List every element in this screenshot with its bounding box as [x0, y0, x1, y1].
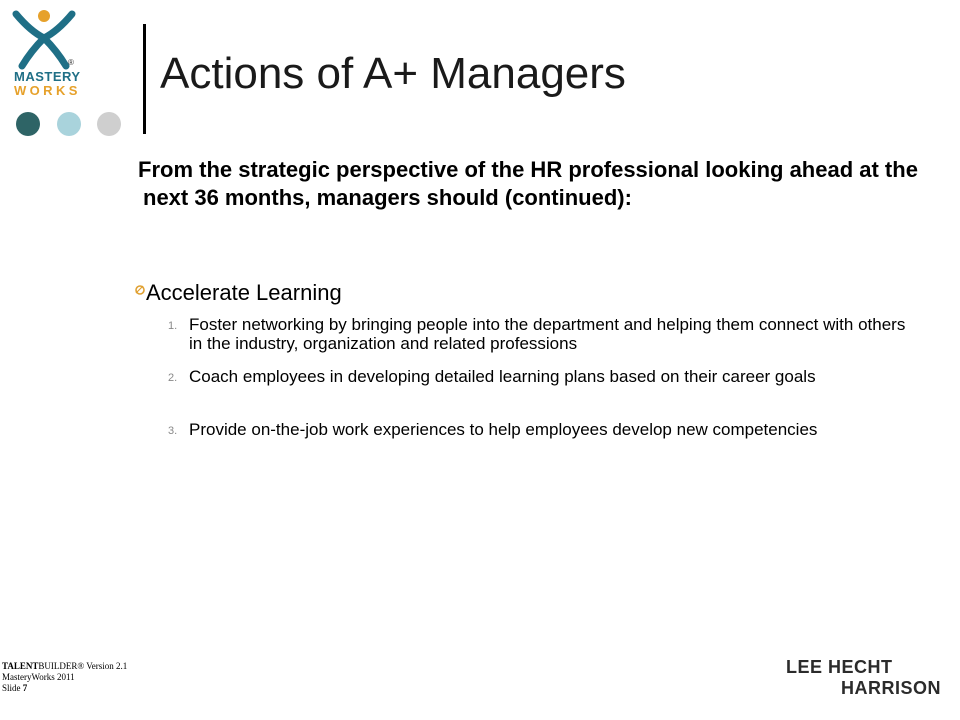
footer-product-rest: BUILDER® Version 2.1 — [38, 661, 128, 671]
list-item-number: 3. — [168, 425, 178, 437]
footer-version-line — [2, 661, 127, 672]
list-item-number: 1. — [168, 320, 178, 332]
decor-dot-light — [57, 112, 81, 136]
logo-wordmark-line2: WORKS — [14, 83, 81, 98]
footer-product-bold: TALENT — [2, 661, 39, 671]
slide-title: Actions of A+ Managers — [160, 49, 626, 98]
footer-slide-number: 7 — [22, 683, 28, 693]
list-item-number: 2. — [168, 372, 178, 384]
brand-line1: LEE HECHT — [786, 657, 893, 677]
logo-wordmark-line1: MASTERY — [14, 69, 81, 84]
ring-bullet-icon — [134, 284, 146, 296]
brand-line2: HARRISON — [841, 678, 942, 698]
masteryworks-logo — [8, 6, 82, 106]
person-figure-icon — [12, 8, 76, 70]
registered-mark: ® — [68, 58, 74, 67]
title-divider — [143, 24, 146, 134]
lee-hecht-harrison-logo — [786, 656, 942, 700]
list-item-text: Foster networking by bringing people into the department and helping them connect with others in the industry, organization and related professions — [189, 315, 906, 353]
decor-dot-dark — [16, 112, 40, 136]
bullet-heading — [134, 278, 634, 308]
decor-dot-gray — [97, 112, 121, 136]
list-item-text: Coach employees in developing detailed learning plans based on their career goals — [189, 367, 816, 386]
footer-slide-label: Slide — [2, 683, 21, 693]
slide-footer — [2, 661, 127, 694]
list-item-text: Provide on-the-job work experiences to help employees develop new competencies — [189, 420, 818, 439]
list-item — [168, 367, 908, 386]
list-item — [168, 315, 908, 353]
footer-copyright: MasteryWorks 2011 — [2, 672, 75, 682]
footer-slide-number-line — [2, 683, 127, 694]
list-item — [168, 420, 908, 439]
lead-paragraph: From the strategic perspective of the HR professional looking ahead at the next 36 months, managers should (continued): — [138, 157, 918, 210]
bullet-label: Accelerate Learning — [146, 280, 342, 305]
